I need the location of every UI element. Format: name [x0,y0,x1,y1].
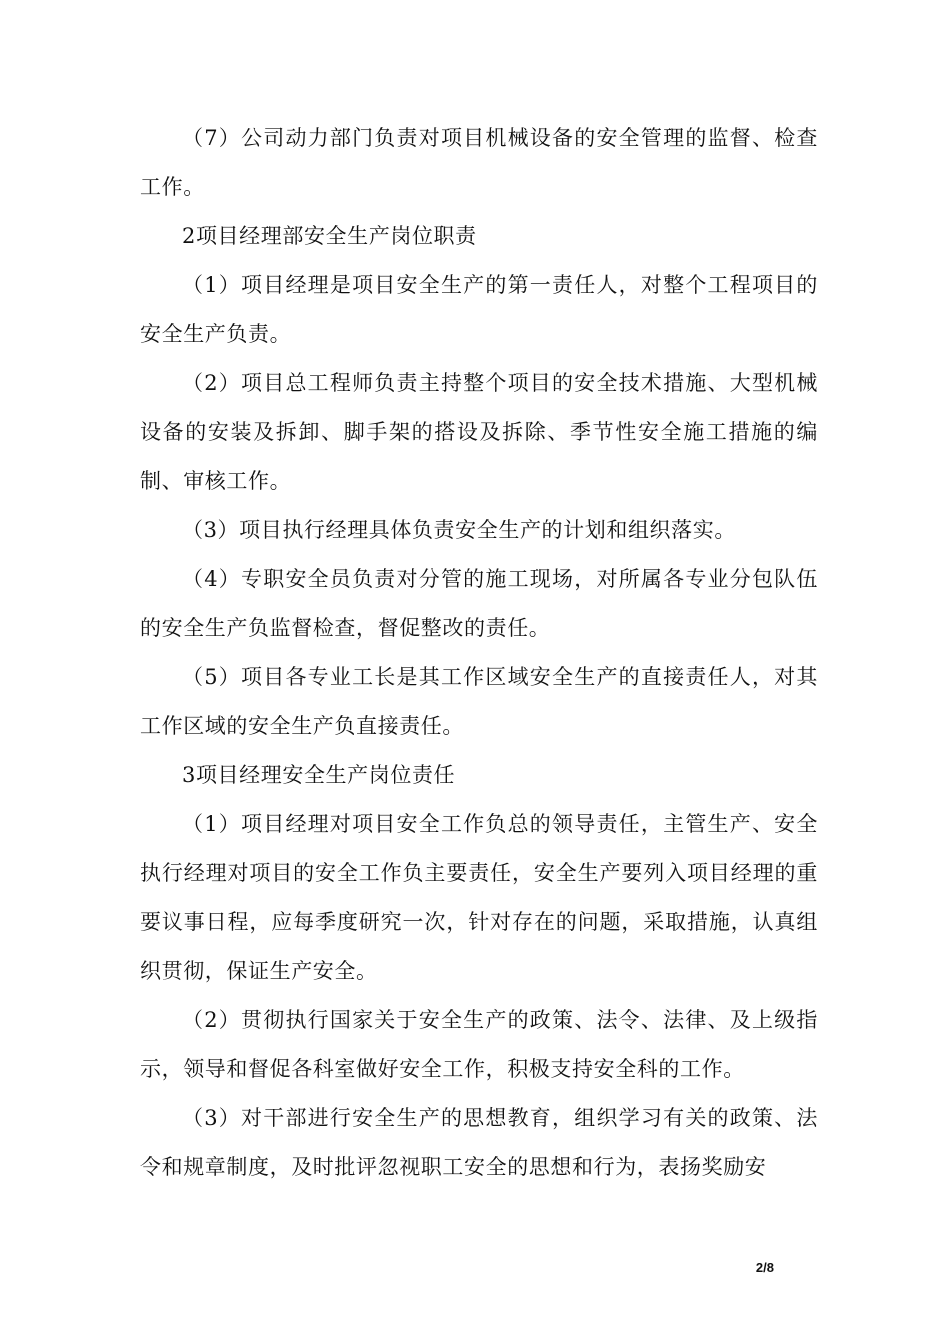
paragraph-3-executive-manager: （3）项目执行经理具体负责安全生产的计划和组织落实。 [182,518,736,542]
paragraph-5-foremen: （5）项目各专业工长是其工作区域安全生产的直接责任人，对其工作区域的安全生产负直接责任。 [140,665,818,738]
paragraph-1-leadership-responsibility: （1）项目经理对项目安全工作负总的领导责任，主管生产、安全执行经理对项目的安全工作负主要责任，安全生产要列入项目经理的重要议事日程，应每季度研究一次，针对存在的问题，采取措施，认真组织贯彻，保证生产安全。 [140,812,818,983]
page-number: 2/8 [755,1260,774,1275]
paragraph-7-mechanical-supervision: （7）公司动力部门负责对项目机械设备的安全管理的监督、检查工作。 [140,126,818,199]
paragraph-1-project-manager: （1）项目经理是项目安全生产的第一责任人，对整个工程项目的安全生产负责。 [140,273,818,346]
document-body [140,114,818,1192]
paragraph-3-safety-education: （3）对干部进行安全生产的思想教育，组织学习有关的政策、法令和规章制度，及时批评忽视职工安全的思想和行为，表扬奖励安 [140,1106,818,1179]
paragraph-2-policy-implementation: （2）贯彻执行国家关于安全生产的政策、法令、法律、及上级指示，领导和督促各科室做好安全工作，积极支持安全科的工作。 [140,1008,818,1081]
paragraph-4-safety-officer: （4）专职安全员负责对分管的施工现场，对所属各专业分包队伍的安全生产负监督检查，督促整改的责任。 [140,567,818,640]
section-heading-2: 2项目经理部安全生产岗位职责 [182,224,477,248]
paragraph-2-chief-engineer: （2）项目总工程师负责主持整个项目的安全技术措施、大型机械设备的安装及拆卸、脚手架的搭设及拆除、季节性安全施工措施的编制、审核工作。 [140,371,818,493]
section-heading-3: 3项目经理安全生产岗位责任 [182,763,456,787]
